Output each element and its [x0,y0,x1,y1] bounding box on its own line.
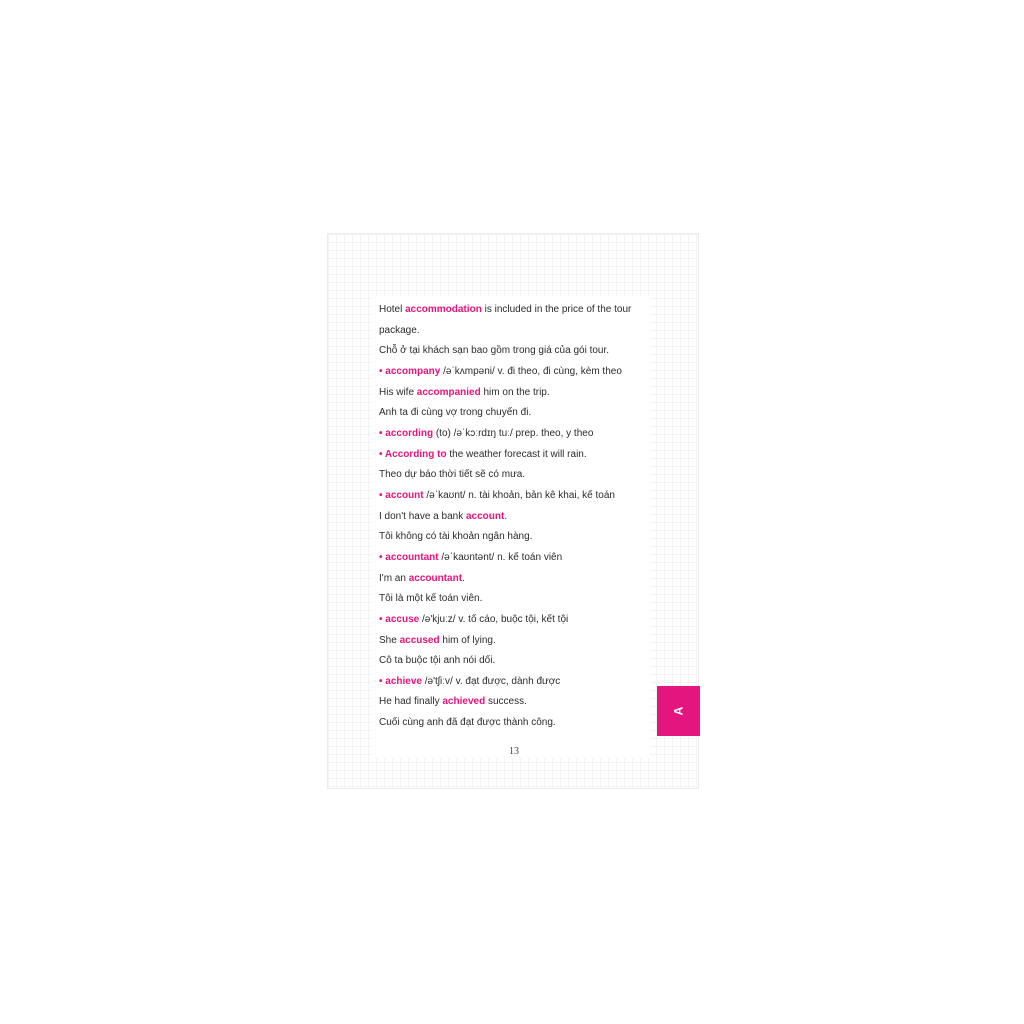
highlighted-term: • account [379,489,424,501]
highlighted-term: accused [399,634,440,646]
text-line [379,383,679,404]
highlighted-term: • accompany [379,365,441,377]
book-page [327,233,699,789]
text-line [379,672,679,693]
highlighted-term: • accountant [379,551,439,563]
text-segment: /əˈkʌmpəni/ v. đi theo, đi cùng, kèm theo [440,365,622,377]
text-segment: Theo dự báo thời tiết sẽ có mưa. [379,469,526,481]
text-line [379,548,679,569]
text-segment: the weather forecast it will rain. [446,448,587,460]
text-line [379,341,679,362]
text-line [379,651,679,672]
highlighted-term: • achieve [379,675,422,687]
text-segment: Tôi là một kế toán viên. [379,593,483,605]
text-segment: /əˈkaʊnt/ n. tài khoản, bản kê khai, kế toán [423,489,615,501]
text-line [379,465,679,486]
text-segment: She [379,634,400,646]
text-line [379,424,679,445]
highlighted-term: • According to [379,448,447,460]
letter-tab [657,686,700,736]
text-segment: him of lying. [439,634,496,646]
text-segment: I'm an [379,572,409,584]
text-line [379,692,679,713]
vocabulary-text [379,300,679,734]
text-segment: Chỗ ở tại khách sạn bao gồm trong giá của gói tour. [379,345,610,357]
text-line [379,403,679,424]
text-segment: I don't have a bank [379,510,466,522]
letter-tab-label: A [671,706,686,716]
text-line [379,589,679,610]
text-segment: . [462,572,465,584]
text-segment: /əˈkaʊntənt/ n. kế toán viên [438,551,563,563]
text-segment: him on the trip. [480,386,550,398]
text-segment: Cuối cùng anh đã đạt được thành công. [379,717,556,729]
text-line [379,610,679,631]
text-segment: is included in the price of the tour [481,304,632,315]
page-number: 13 [509,746,519,757]
text-segment: Anh ta đi cùng vợ trong chuyến đi. [379,407,532,419]
highlighted-term: account [465,510,505,522]
text-segment: /ə'kjuːz/ v. tố cáo, buộc tội, kết tội [419,613,569,625]
text-segment: success. [485,696,527,708]
text-line [379,631,679,652]
text-line [379,507,679,528]
text-segment: . [504,510,508,522]
text-segment: Tôi không có tài khoản ngân hàng. [379,531,533,543]
text-line [379,486,679,507]
highlighted-term: accompanied [416,386,481,398]
text-segment: Cô ta buộc tội anh nói dối. [379,655,496,667]
text-line [379,362,679,383]
text-line [379,569,679,590]
text-segment: Hotel [379,304,406,315]
text-line [379,300,679,321]
text-segment: His wife [379,386,417,398]
highlighted-term: achieved [442,696,486,708]
highlighted-term: accommodation [405,304,482,315]
highlighted-term: accountant [408,572,463,584]
text-line [379,527,679,548]
text-segment: /ə'tʃiːv/ v. đạt được, dành được [421,675,561,687]
text-segment: (to) /əˈkɔːrdɪŋ tuː/ prep. theo, y theo [433,427,594,439]
highlighted-term: • according [379,427,434,439]
text-line [379,713,679,734]
text-segment: package. [379,324,420,336]
text-line [379,321,679,342]
text-line [379,445,679,466]
text-segment: He had finally [379,696,443,708]
highlighted-term: • accuse [379,613,420,625]
